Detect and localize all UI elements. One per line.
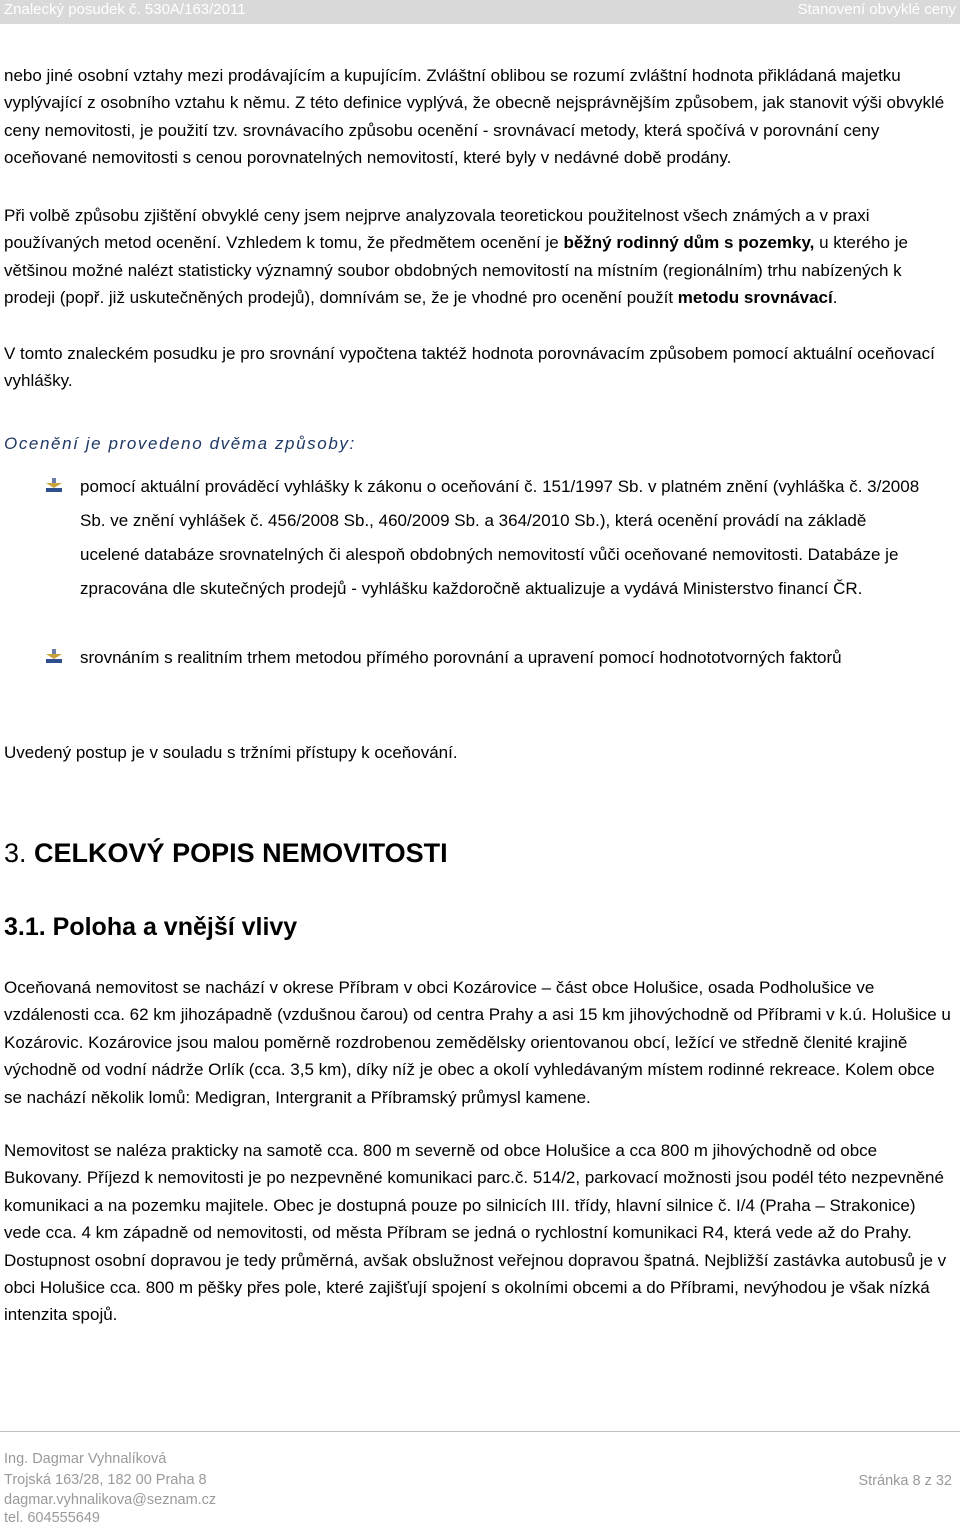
paragraph-definition: nebo jiné osobní vztahy mezi prodávajícím a kupujícím. Zvláštní oblibou se rozumí zvláštní hodnota přikládaná majetku vyplývající z osobního vztahu k němu. Z této definice vyplývá, že obecně nejsprávnějším způsobem, jak stanovit výši obvyklé ceny nemovitosti, je použití tzv. srovnávacího způsobu ocenění - srovnávací metody, která spočívá v porovnání ceny oceňované nemovitosti s cenou porovnatelných nemovitostí, které byly v nedávné době prodány. [4,66,945,168]
method-name-bold: metodu srovnávací [677,288,833,308]
bullet-item-market: srovnáním s realitním trhem metodou přímého porovnání a upravení pomocí hodnototvorných faktorů [80,648,842,667]
footer-divider [0,1431,960,1432]
bullet-arrow-icon [46,649,62,663]
bullet-item-vyhlaska: pomocí aktuální prováděcí vyhlášky k zákonu o oceňování č. 151/1997 Sb. v platném znění (vyhláška č. 3/2008 Sb. ve znění vyhlášek č. 456/2008 Sb., 460/2009 Sb. a 364/2010 Sb.), která ocenění provádí na základě ucelené databáze srovnatelných či alespoň obdobných nemovitostí vůči oceňované nemovitosti. Databáze je zpracována dle skutečných prodejů - vyhlášku každoročně aktualizuje a vydává Ministerstvo financí ČR. [80,477,920,598]
footer-phone: tel. 604555649 [4,1510,100,1526]
subsection-heading [4,913,297,942]
method-text-3: . [832,288,838,308]
footer-address: Trojská 163/28, 182 00 Praha 8 [4,1472,207,1488]
paragraph-location: Oceňovaná nemovitost se nachází v okrese Příbram v obci Kozárovice – část obce Holušice, osada Podholušice ve vzdálenosti cca. 62 km jihozápadně (vzdušnou čarou) od centra Prahy a asi 15 km jihovýchodně od Příbrami v k.ú. Holušice u Kozárovic. Kozárovice jsou malou poměrně rozdrobenou zemědělsky orientovanou obcí, ležící ve středně členité krajině východně od vodní nádrže Orlík (cca. 3,5 km), díky níž je obec a okolí vyhledávaným místem rodinné rekreace. Kolem obce se nachází několik lomů: Medigran, Intergranit a Příbramský průmysl kamene. [4,978,951,1107]
section-heading [4,838,448,869]
section-title: CELKOVÝ POPIS NEMOVITOSTI [34,838,448,868]
page-header [0,0,960,24]
property-type-bold: běžný rodinný dům s pozemky, [563,233,815,253]
page-number: Stránka 8 z 32 [858,1473,952,1489]
footer-author: Ing. Dagmar Vyhnalíková [4,1451,167,1467]
paragraph-comparison: V tomto znaleckém posudku je pro srovnání vypočtena taktéž hodnota porovnávacím způsobem pomocí aktuální oceňovací vyhlášky. [4,344,935,391]
subsection-number: 3.1. [4,913,46,941]
section-number: 3. [4,838,27,868]
section-reference: Stanovení obvyklé ceny [797,1,956,18]
methods-subtitle: Ocenění je provedeno dvěma způsoby: [4,434,356,453]
bullet-arrow-icon [46,478,62,492]
paragraph-method-choice [4,202,952,312]
document-reference: Znalecký posudek č. 530A/163/2011 [4,1,246,18]
method-text-1: Při volbě způsobu zjištění obvyklé ceny jsem nejprve analyzovala teoretickou použitelnost všech známých a v praxi používaných metod ocenění. Vzhledem k tomu, že předmětem ocenění je [4,206,870,253]
footer-email: dagmar.vyhnalikova@seznam.cz [4,1492,217,1508]
subsection-title: Poloha a vnější vlivy [52,913,298,941]
method-text-2: u kterého je většinou možné nalézt statisticky významný soubor obdobných nemovitostí na místním (regionálním) trhu nabízených k prodeji (popř. již uskutečněných prodejů), domnívám se, že je vhodné pro ocenění použít [4,233,908,308]
paragraph-access: Nemovitost se naléza prakticky na samotě cca. 800 m severně od obce Holušice a cca 800 m jihovýchodně od obce Bukovany. Příjezd k nemovitosti je po nezpevněné komunikaci parc.č. 514/2, parkovací možnosti jsou podél této nezpevněné komunikaci a na pozemku majitele. Obec je dostupná pouze po silnicích III. třídy, hlavní silnice č. I/4 (Praha – Strakonice) vede cca. 4 km západně od nemovitosti, od města Příbram se jedná o rychlostní komunikaci R4, která vede až do Prahy. Dostupnost osobní dopravou je tedy průměrná, avšak obslužnost veřejnou dopravou špatná. Nejbližší zastávka autobusů je v obci Holušice cca. 800 m pěšky přes pole, které zajišťují spojení s okolními obcemi a do Příbrami, nevýhodou je však nízká intenzita spojů. [4,1141,947,1325]
paragraph-approach: Uvedený postup je v souladu s tržními přístupy k oceňování. [4,743,458,762]
